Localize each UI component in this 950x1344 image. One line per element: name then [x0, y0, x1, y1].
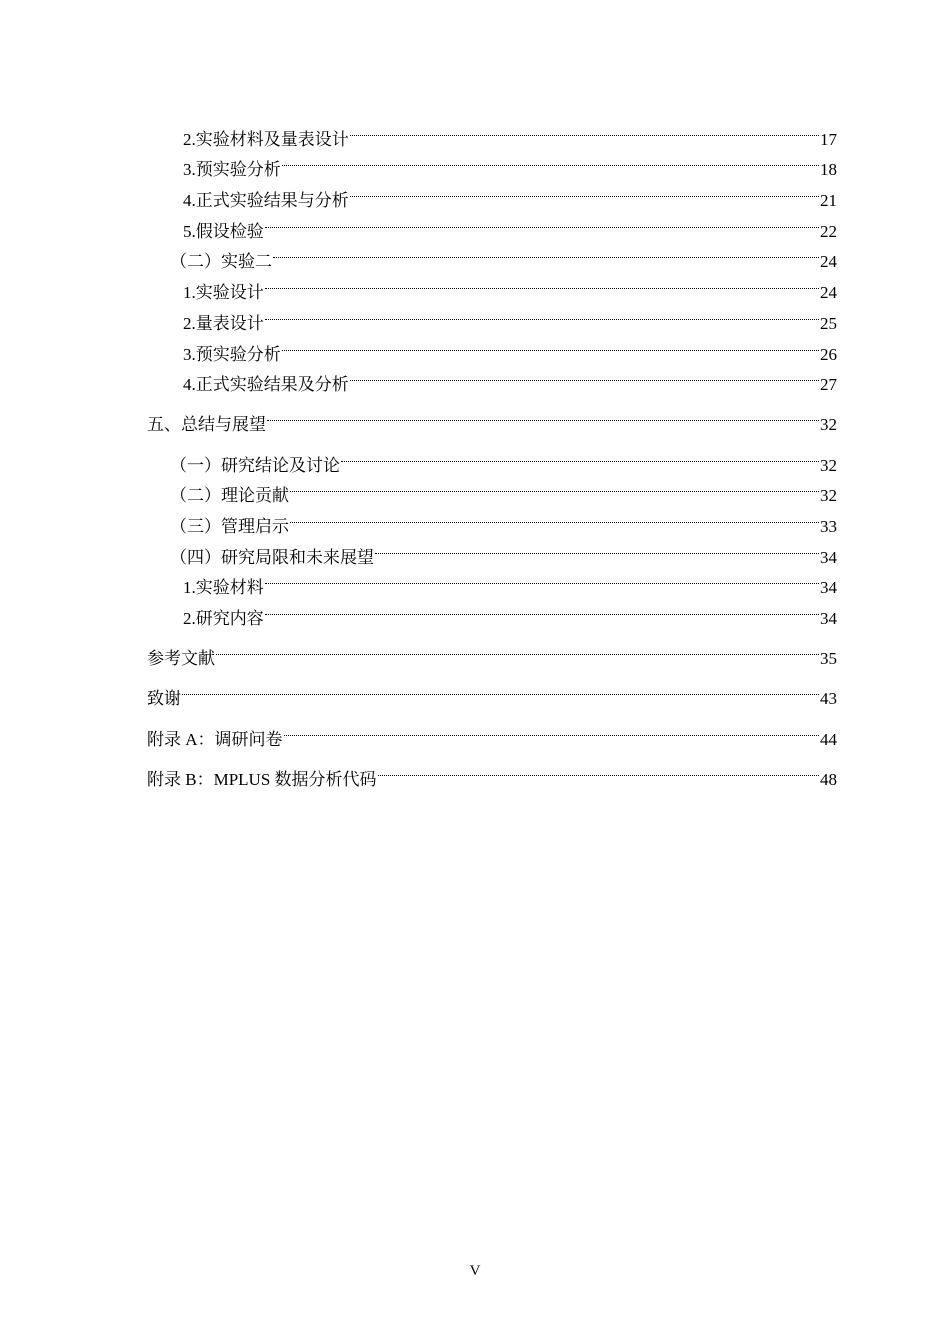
toc-dot-leader: [265, 593, 819, 624]
toc-entry-page: 26: [820, 344, 837, 364]
toc-entry-title: 1.实验设计: [183, 283, 264, 303]
toc-entry-title: 2.研究内容: [183, 609, 264, 628]
toc-dot-leader: [265, 563, 819, 594]
toc-entry-page: 32: [820, 415, 837, 435]
toc-entry-title: 五、总结与展望: [147, 415, 266, 435]
toc-entry-page: 27: [820, 375, 837, 395]
toc-entry[interactable]: [147, 114, 837, 149]
toc-entry-page: 24: [820, 283, 837, 303]
toc-entry-title: （二）实验二: [170, 252, 272, 272]
toc-entry-title: 4.正式实验结果及分析: [183, 375, 349, 395]
toc-entry-title: 5.假设检验: [183, 221, 264, 241]
toc-entry-title: 3.预实验分析: [183, 344, 281, 364]
toc-entry[interactable]: [147, 674, 837, 709]
toc-dot-leader: [350, 175, 819, 206]
toc-dot-leader: [350, 114, 819, 145]
toc-entry-title: 4.正式实验结果与分析: [183, 191, 349, 211]
toc-entry-title: （三）管理启示: [170, 516, 289, 536]
toc-entry-title: 2.实验材料及量表设计: [183, 129, 349, 149]
toc-entry-page: 43: [820, 689, 837, 709]
toc-entry-title: 2.量表设计: [183, 313, 264, 333]
toc-dot-leader: [378, 754, 819, 785]
toc-entry-page: 22: [820, 221, 837, 241]
toc-dot-leader: [375, 532, 819, 563]
toc-entry-page: 34: [820, 609, 837, 628]
toc-entry-title: 3.预实验分析: [183, 160, 281, 180]
toc-dot-leader: [182, 674, 819, 705]
toc-entry-page: 25: [820, 313, 837, 333]
toc-entry-title: 附录 B：MPLUS 数据分析代码: [147, 769, 377, 789]
toc-entry[interactable]: [147, 754, 837, 789]
table-of-contents: [147, 114, 837, 789]
toc-entry[interactable]: [147, 400, 837, 435]
toc-entry-title: 参考文献: [147, 649, 215, 669]
toc-entry[interactable]: [147, 634, 837, 669]
toc-entry-page: 35: [820, 649, 837, 669]
toc-entry-page: 32: [820, 455, 837, 475]
toc-dot-leader: [350, 360, 819, 391]
page-number: V: [469, 1263, 481, 1279]
toc-entry-title: （二）理论贡献: [170, 486, 289, 506]
toc-entry-title: （一）研究结论及讨论: [170, 455, 340, 475]
toc-dot-leader: [290, 471, 819, 502]
toc-entry-page: 48: [820, 769, 837, 789]
toc-dot-leader: [267, 400, 819, 431]
toc-entry-title: （四）研究局限和未来展望: [170, 547, 374, 567]
toc-dot-leader: [216, 634, 819, 665]
toc-dot-leader: [265, 267, 819, 298]
toc-entry-page: 24: [820, 252, 837, 272]
toc-dot-leader: [282, 329, 819, 360]
toc-dot-leader: [282, 145, 819, 176]
toc-entry[interactable]: [147, 714, 837, 749]
toc-dot-leader: [273, 237, 819, 268]
toc-entry-page: 44: [820, 729, 837, 749]
toc-entry-page: 34: [820, 547, 837, 567]
toc-entry-page: 34: [820, 578, 837, 598]
toc-dot-leader: [265, 206, 819, 237]
toc-entry-title: 1.实验材料: [183, 578, 264, 598]
toc-entry-page: 17: [820, 129, 837, 149]
toc-entry-page: 32: [820, 486, 837, 506]
toc-entry-title: 致谢: [147, 689, 181, 709]
toc-entry-page: 18: [820, 160, 837, 180]
toc-dot-leader: [290, 501, 819, 532]
toc-entry-page: 33: [820, 516, 837, 536]
toc-entry-title: 附录 A：调研问卷: [147, 729, 283, 749]
toc-dot-leader: [265, 298, 819, 329]
toc-entry-page: 21: [820, 191, 837, 211]
toc-entry[interactable]: [147, 440, 837, 475]
toc-dot-leader: [341, 440, 819, 471]
toc-dot-leader: [284, 714, 819, 745]
